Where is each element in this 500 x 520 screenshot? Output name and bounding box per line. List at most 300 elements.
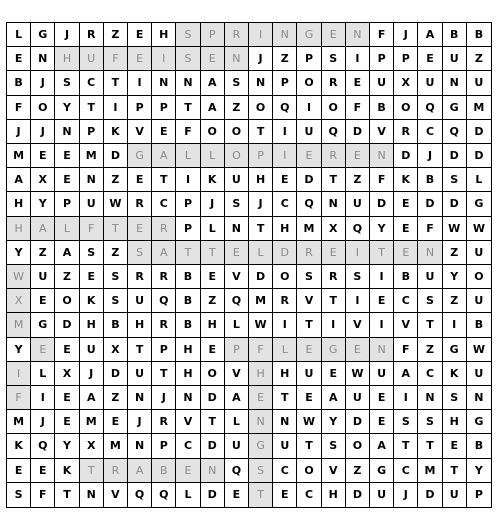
grid-cell[interactable]: N: [249, 71, 273, 95]
grid-cell[interactable]: T: [249, 483, 273, 507]
grid-cell[interactable]: A: [7, 168, 31, 192]
grid-cell[interactable]: S: [55, 71, 79, 95]
grid-cell[interactable]: T: [80, 96, 104, 120]
grid-cell[interactable]: E: [443, 434, 467, 458]
grid-cell[interactable]: Z: [418, 338, 442, 362]
grid-cell[interactable]: F: [7, 96, 31, 120]
grid-cell[interactable]: L: [7, 23, 31, 47]
grid-cell[interactable]: E: [55, 338, 79, 362]
grid-cell[interactable]: K: [55, 459, 79, 483]
grid-cell[interactable]: U: [225, 168, 249, 192]
grid-cell[interactable]: Y: [55, 96, 79, 120]
grid-cell[interactable]: T: [273, 386, 297, 410]
grid-cell[interactable]: E: [128, 23, 152, 47]
grid-cell[interactable]: D: [201, 386, 225, 410]
grid-cell[interactable]: B: [467, 313, 491, 337]
grid-cell[interactable]: E: [31, 459, 55, 483]
grid-cell[interactable]: R: [152, 217, 176, 241]
grid-cell[interactable]: P: [201, 23, 225, 47]
grid-cell[interactable]: N: [273, 23, 297, 47]
grid-cell[interactable]: P: [467, 483, 491, 507]
grid-cell[interactable]: E: [55, 144, 79, 168]
grid-cell[interactable]: O: [201, 120, 225, 144]
grid-cell[interactable]: E: [249, 386, 273, 410]
grid-cell[interactable]: I: [394, 386, 418, 410]
grid-cell[interactable]: O: [322, 96, 346, 120]
grid-cell[interactable]: S: [394, 410, 418, 434]
grid-cell[interactable]: T: [249, 217, 273, 241]
grid-cell[interactable]: M: [467, 96, 491, 120]
grid-cell[interactable]: P: [55, 192, 79, 216]
grid-cell[interactable]: Z: [443, 241, 467, 265]
grid-cell[interactable]: B: [7, 71, 31, 95]
grid-cell[interactable]: U: [370, 362, 394, 386]
grid-cell[interactable]: T: [104, 217, 128, 241]
grid-cell[interactable]: B: [176, 265, 200, 289]
grid-cell[interactable]: D: [346, 120, 370, 144]
grid-cell[interactable]: X: [394, 71, 418, 95]
grid-cell[interactable]: E: [201, 47, 225, 71]
grid-cell[interactable]: V: [322, 459, 346, 483]
grid-cell[interactable]: J: [31, 120, 55, 144]
grid-cell[interactable]: L: [273, 338, 297, 362]
grid-cell[interactable]: U: [31, 265, 55, 289]
grid-cell[interactable]: F: [176, 120, 200, 144]
grid-cell[interactable]: E: [225, 483, 249, 507]
grid-cell[interactable]: Z: [31, 241, 55, 265]
grid-cell[interactable]: B: [176, 313, 200, 337]
grid-cell[interactable]: N: [128, 434, 152, 458]
grid-cell[interactable]: L: [176, 483, 200, 507]
grid-cell[interactable]: O: [297, 459, 321, 483]
grid-cell[interactable]: C: [80, 71, 104, 95]
grid-cell[interactable]: J: [394, 23, 418, 47]
grid-cell[interactable]: B: [394, 265, 418, 289]
grid-cell[interactable]: F: [249, 338, 273, 362]
grid-cell[interactable]: E: [176, 459, 200, 483]
grid-cell[interactable]: Z: [273, 47, 297, 71]
grid-cell[interactable]: E: [322, 362, 346, 386]
grid-cell[interactable]: P: [273, 71, 297, 95]
grid-cell[interactable]: H: [152, 23, 176, 47]
grid-cell[interactable]: N: [201, 459, 225, 483]
grid-cell[interactable]: J: [31, 71, 55, 95]
grid-cell[interactable]: Y: [7, 241, 31, 265]
grid-cell[interactable]: N: [225, 217, 249, 241]
grid-cell[interactable]: D: [297, 168, 321, 192]
grid-cell[interactable]: E: [297, 338, 321, 362]
grid-cell[interactable]: J: [31, 410, 55, 434]
grid-cell[interactable]: E: [370, 289, 394, 313]
grid-cell[interactable]: X: [31, 168, 55, 192]
grid-cell[interactable]: H: [176, 362, 200, 386]
grid-cell[interactable]: S: [128, 241, 152, 265]
grid-cell[interactable]: S: [7, 483, 31, 507]
grid-cell[interactable]: E: [297, 144, 321, 168]
grid-cell[interactable]: I: [31, 386, 55, 410]
grid-cell[interactable]: R: [80, 23, 104, 47]
grid-cell[interactable]: E: [31, 144, 55, 168]
grid-cell[interactable]: S: [443, 386, 467, 410]
grid-cell[interactable]: L: [249, 241, 273, 265]
grid-cell[interactable]: F: [31, 483, 55, 507]
grid-cell[interactable]: Q: [152, 483, 176, 507]
grid-cell[interactable]: D: [249, 265, 273, 289]
grid-cell[interactable]: T: [176, 96, 200, 120]
grid-cell[interactable]: Z: [346, 459, 370, 483]
grid-cell[interactable]: N: [176, 71, 200, 95]
grid-cell[interactable]: I: [322, 313, 346, 337]
grid-cell[interactable]: A: [201, 96, 225, 120]
grid-cell[interactable]: H: [273, 217, 297, 241]
grid-cell[interactable]: Q: [225, 289, 249, 313]
grid-cell[interactable]: E: [128, 217, 152, 241]
grid-cell[interactable]: U: [467, 362, 491, 386]
grid-cell[interactable]: U: [467, 71, 491, 95]
grid-cell[interactable]: M: [104, 434, 128, 458]
grid-cell[interactable]: I: [273, 313, 297, 337]
grid-cell[interactable]: D: [467, 120, 491, 144]
grid-cell[interactable]: O: [249, 96, 273, 120]
grid-cell[interactable]: D: [55, 313, 79, 337]
grid-cell[interactable]: S: [104, 289, 128, 313]
grid-cell[interactable]: E: [273, 483, 297, 507]
grid-cell[interactable]: E: [55, 410, 79, 434]
grid-cell[interactable]: X: [322, 217, 346, 241]
grid-cell[interactable]: U: [80, 338, 104, 362]
grid-cell[interactable]: G: [128, 144, 152, 168]
grid-cell[interactable]: U: [346, 386, 370, 410]
grid-cell[interactable]: E: [152, 120, 176, 144]
grid-cell[interactable]: C: [394, 459, 418, 483]
grid-cell[interactable]: T: [370, 241, 394, 265]
grid-cell[interactable]: T: [80, 459, 104, 483]
grid-cell[interactable]: K: [80, 289, 104, 313]
grid-cell[interactable]: E: [394, 241, 418, 265]
grid-cell[interactable]: T: [297, 313, 321, 337]
grid-cell[interactable]: Q: [128, 483, 152, 507]
grid-cell[interactable]: H: [322, 483, 346, 507]
grid-cell[interactable]: E: [225, 241, 249, 265]
grid-cell[interactable]: G: [297, 23, 321, 47]
grid-cell[interactable]: I: [370, 265, 394, 289]
grid-cell[interactable]: N: [128, 386, 152, 410]
grid-cell[interactable]: N: [31, 47, 55, 71]
grid-cell[interactable]: D: [443, 192, 467, 216]
grid-cell[interactable]: T: [152, 362, 176, 386]
grid-cell[interactable]: O: [55, 289, 79, 313]
grid-cell[interactable]: D: [418, 483, 442, 507]
grid-cell[interactable]: M: [7, 144, 31, 168]
grid-cell[interactable]: L: [31, 362, 55, 386]
grid-cell[interactable]: J: [201, 192, 225, 216]
grid-cell[interactable]: R: [322, 265, 346, 289]
grid-cell[interactable]: V: [346, 313, 370, 337]
grid-cell[interactable]: L: [176, 144, 200, 168]
grid-cell[interactable]: I: [346, 289, 370, 313]
grid-cell[interactable]: D: [443, 144, 467, 168]
grid-cell[interactable]: D: [201, 434, 225, 458]
grid-cell[interactable]: N: [370, 144, 394, 168]
grid-cell[interactable]: Z: [443, 289, 467, 313]
grid-cell[interactable]: T: [418, 313, 442, 337]
grid-cell[interactable]: U: [80, 192, 104, 216]
grid-cell[interactable]: U: [418, 265, 442, 289]
grid-cell[interactable]: B: [176, 289, 200, 313]
grid-cell[interactable]: H: [443, 410, 467, 434]
grid-cell[interactable]: H: [249, 362, 273, 386]
grid-cell[interactable]: N: [370, 338, 394, 362]
grid-cell[interactable]: Y: [443, 265, 467, 289]
grid-cell[interactable]: I: [176, 168, 200, 192]
grid-cell[interactable]: Q: [152, 289, 176, 313]
grid-cell[interactable]: O: [297, 71, 321, 95]
grid-cell[interactable]: E: [370, 386, 394, 410]
grid-cell[interactable]: Y: [322, 410, 346, 434]
grid-cell[interactable]: H: [249, 168, 273, 192]
grid-cell[interactable]: Z: [467, 47, 491, 71]
grid-cell[interactable]: I: [273, 120, 297, 144]
grid-cell[interactable]: P: [152, 338, 176, 362]
grid-cell[interactable]: L: [225, 313, 249, 337]
grid-cell[interactable]: Y: [467, 459, 491, 483]
grid-cell[interactable]: M: [7, 313, 31, 337]
grid-cell[interactable]: L: [225, 410, 249, 434]
grid-cell[interactable]: O: [273, 265, 297, 289]
grid-cell[interactable]: S: [346, 265, 370, 289]
grid-cell[interactable]: T: [201, 241, 225, 265]
grid-cell[interactable]: V: [225, 265, 249, 289]
grid-cell[interactable]: G: [370, 459, 394, 483]
grid-cell[interactable]: I: [346, 241, 370, 265]
grid-cell[interactable]: U: [297, 362, 321, 386]
grid-cell[interactable]: E: [201, 338, 225, 362]
grid-cell[interactable]: R: [152, 265, 176, 289]
grid-cell[interactable]: Y: [55, 434, 79, 458]
grid-cell[interactable]: A: [225, 386, 249, 410]
grid-cell[interactable]: V: [128, 120, 152, 144]
grid-cell[interactable]: T: [443, 459, 467, 483]
grid-cell[interactable]: N: [152, 71, 176, 95]
grid-cell[interactable]: P: [225, 338, 249, 362]
grid-cell[interactable]: J: [80, 362, 104, 386]
grid-cell[interactable]: Z: [346, 168, 370, 192]
grid-cell[interactable]: T: [201, 410, 225, 434]
grid-cell[interactable]: W: [443, 217, 467, 241]
grid-cell[interactable]: I: [128, 71, 152, 95]
grid-cell[interactable]: V: [104, 483, 128, 507]
grid-cell[interactable]: D: [394, 144, 418, 168]
grid-cell[interactable]: T: [176, 241, 200, 265]
grid-cell[interactable]: R: [297, 241, 321, 265]
grid-cell[interactable]: W: [7, 265, 31, 289]
grid-cell[interactable]: H: [7, 217, 31, 241]
grid-cell[interactable]: H: [273, 362, 297, 386]
grid-cell[interactable]: T: [297, 434, 321, 458]
grid-cell[interactable]: V: [176, 410, 200, 434]
grid-cell[interactable]: I: [346, 47, 370, 71]
grid-cell[interactable]: T: [152, 168, 176, 192]
grid-cell[interactable]: E: [297, 386, 321, 410]
grid-cell[interactable]: N: [176, 386, 200, 410]
grid-cell[interactable]: X: [104, 338, 128, 362]
grid-cell[interactable]: W: [467, 217, 491, 241]
grid-cell[interactable]: O: [225, 144, 249, 168]
grid-cell[interactable]: M: [80, 410, 104, 434]
grid-cell[interactable]: U: [128, 362, 152, 386]
grid-cell[interactable]: V: [370, 120, 394, 144]
grid-cell[interactable]: D: [346, 483, 370, 507]
grid-cell[interactable]: U: [467, 289, 491, 313]
grid-cell[interactable]: F: [370, 168, 394, 192]
grid-cell[interactable]: E: [201, 265, 225, 289]
grid-cell[interactable]: T: [55, 483, 79, 507]
grid-cell[interactable]: H: [128, 313, 152, 337]
grid-cell[interactable]: A: [370, 434, 394, 458]
grid-cell[interactable]: Q: [322, 120, 346, 144]
grid-cell[interactable]: S: [80, 241, 104, 265]
grid-cell[interactable]: B: [418, 168, 442, 192]
grid-cell[interactable]: E: [418, 47, 442, 71]
grid-cell[interactable]: C: [176, 434, 200, 458]
grid-cell[interactable]: J: [249, 47, 273, 71]
grid-cell[interactable]: W: [249, 313, 273, 337]
grid-cell[interactable]: F: [7, 386, 31, 410]
grid-cell[interactable]: E: [346, 144, 370, 168]
grid-cell[interactable]: N: [55, 120, 79, 144]
grid-cell[interactable]: Q: [225, 459, 249, 483]
grid-cell[interactable]: P: [297, 47, 321, 71]
grid-cell[interactable]: J: [394, 483, 418, 507]
grid-cell[interactable]: U: [273, 434, 297, 458]
grid-cell[interactable]: Z: [104, 168, 128, 192]
grid-cell[interactable]: N: [322, 192, 346, 216]
grid-cell[interactable]: Q: [297, 192, 321, 216]
grid-cell[interactable]: E: [346, 338, 370, 362]
grid-cell[interactable]: S: [104, 265, 128, 289]
grid-cell[interactable]: M: [297, 217, 321, 241]
grid-cell[interactable]: U: [225, 434, 249, 458]
grid-cell[interactable]: D: [104, 362, 128, 386]
grid-cell[interactable]: P: [176, 217, 200, 241]
grid-cell[interactable]: Q: [273, 96, 297, 120]
grid-cell[interactable]: I: [104, 96, 128, 120]
grid-cell[interactable]: S: [297, 265, 321, 289]
grid-cell[interactable]: A: [322, 386, 346, 410]
grid-cell[interactable]: I: [273, 144, 297, 168]
grid-cell[interactable]: G: [322, 338, 346, 362]
grid-cell[interactable]: F: [370, 23, 394, 47]
grid-cell[interactable]: L: [467, 168, 491, 192]
grid-cell[interactable]: I: [443, 313, 467, 337]
grid-cell[interactable]: R: [322, 144, 346, 168]
grid-cell[interactable]: Y: [7, 338, 31, 362]
grid-cell[interactable]: U: [80, 47, 104, 71]
grid-cell[interactable]: E: [104, 410, 128, 434]
grid-cell[interactable]: B: [467, 434, 491, 458]
grid-cell[interactable]: E: [322, 241, 346, 265]
grid-cell[interactable]: M: [80, 144, 104, 168]
grid-cell[interactable]: C: [418, 120, 442, 144]
grid-cell[interactable]: A: [31, 217, 55, 241]
grid-cell[interactable]: S: [322, 434, 346, 458]
grid-cell[interactable]: N: [443, 71, 467, 95]
grid-cell[interactable]: E: [55, 386, 79, 410]
grid-cell[interactable]: J: [152, 386, 176, 410]
grid-cell[interactable]: N: [418, 241, 442, 265]
grid-cell[interactable]: S: [418, 289, 442, 313]
grid-cell[interactable]: Y: [31, 192, 55, 216]
grid-cell[interactable]: E: [7, 47, 31, 71]
grid-cell[interactable]: K: [104, 120, 128, 144]
grid-cell[interactable]: Z: [104, 241, 128, 265]
grid-cell[interactable]: M: [7, 410, 31, 434]
grid-cell[interactable]: G: [467, 410, 491, 434]
grid-cell[interactable]: S: [176, 23, 200, 47]
grid-cell[interactable]: E: [31, 289, 55, 313]
grid-cell[interactable]: G: [249, 434, 273, 458]
grid-cell[interactable]: R: [152, 313, 176, 337]
grid-cell[interactable]: N: [225, 47, 249, 71]
grid-cell[interactable]: A: [152, 144, 176, 168]
grid-cell[interactable]: R: [128, 192, 152, 216]
grid-cell[interactable]: Z: [104, 23, 128, 47]
grid-cell[interactable]: E: [7, 459, 31, 483]
grid-cell[interactable]: H: [7, 192, 31, 216]
grid-cell[interactable]: N: [80, 483, 104, 507]
grid-cell[interactable]: S: [225, 192, 249, 216]
grid-cell[interactable]: A: [80, 386, 104, 410]
grid-cell[interactable]: H: [201, 313, 225, 337]
grid-cell[interactable]: G: [31, 313, 55, 337]
grid-cell[interactable]: H: [55, 47, 79, 71]
grid-cell[interactable]: O: [225, 120, 249, 144]
grid-cell[interactable]: O: [201, 362, 225, 386]
grid-cell[interactable]: T: [128, 338, 152, 362]
grid-cell[interactable]: S: [418, 410, 442, 434]
grid-cell[interactable]: T: [322, 168, 346, 192]
grid-cell[interactable]: O: [394, 96, 418, 120]
grid-cell[interactable]: K: [394, 168, 418, 192]
grid-cell[interactable]: I: [152, 47, 176, 71]
grid-cell[interactable]: Z: [201, 289, 225, 313]
grid-cell[interactable]: C: [418, 362, 442, 386]
grid-cell[interactable]: F: [418, 217, 442, 241]
grid-cell[interactable]: Y: [370, 217, 394, 241]
grid-cell[interactable]: N: [273, 410, 297, 434]
grid-cell[interactable]: V: [394, 313, 418, 337]
grid-cell[interactable]: R: [104, 459, 128, 483]
grid-cell[interactable]: E: [31, 338, 55, 362]
grid-cell[interactable]: D: [273, 241, 297, 265]
grid-cell[interactable]: A: [152, 241, 176, 265]
grid-cell[interactable]: G: [31, 23, 55, 47]
grid-cell[interactable]: R: [394, 120, 418, 144]
grid-cell[interactable]: E: [322, 23, 346, 47]
grid-cell[interactable]: Z: [225, 96, 249, 120]
grid-cell[interactable]: D: [201, 483, 225, 507]
grid-cell[interactable]: O: [467, 265, 491, 289]
grid-cell[interactable]: I: [7, 362, 31, 386]
grid-cell[interactable]: F: [346, 96, 370, 120]
grid-cell[interactable]: O: [31, 96, 55, 120]
grid-cell[interactable]: N: [346, 23, 370, 47]
grid-cell[interactable]: G: [443, 96, 467, 120]
grid-cell[interactable]: L: [55, 217, 79, 241]
grid-cell[interactable]: S: [322, 47, 346, 71]
grid-cell[interactable]: A: [55, 241, 79, 265]
grid-cell[interactable]: X: [55, 362, 79, 386]
